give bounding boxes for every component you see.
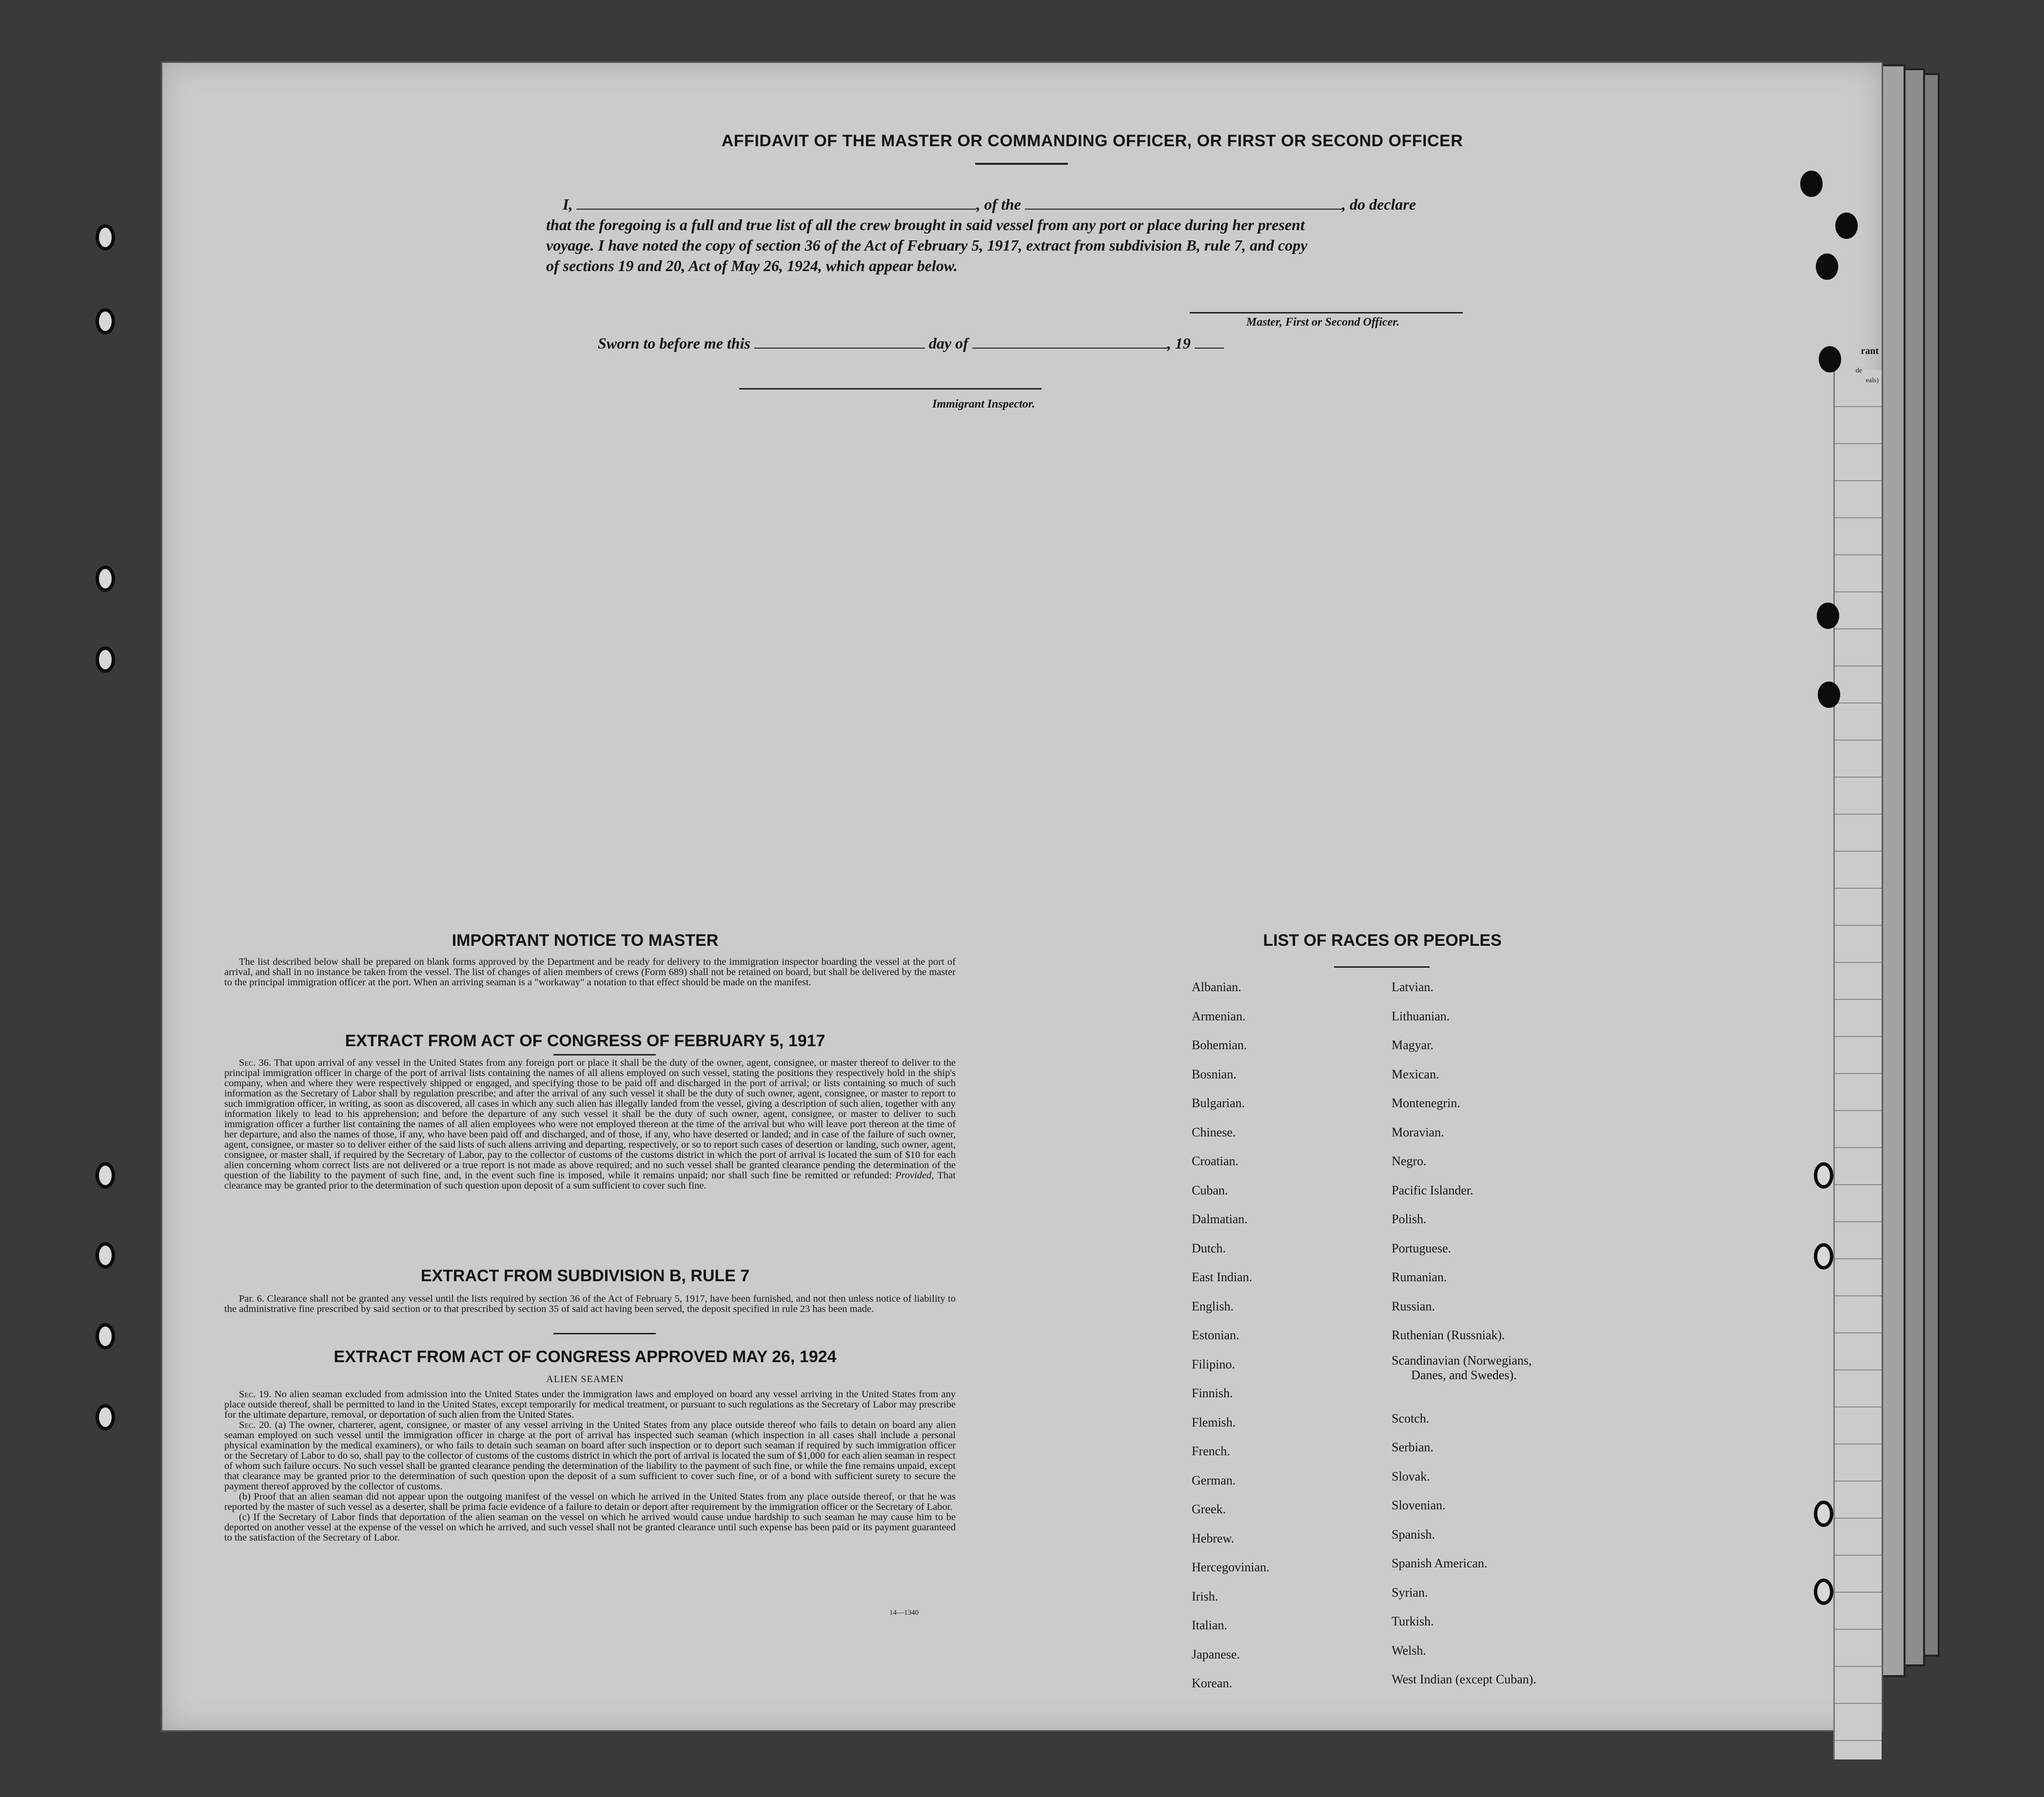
binder-hole xyxy=(1814,1162,1833,1189)
binder-hole xyxy=(1800,171,1823,197)
binder-hole xyxy=(1814,1243,1833,1270)
rule-7-rule xyxy=(553,1333,656,1334)
race-item: Serbian. xyxy=(1392,1440,1434,1454)
race-item: Greek. xyxy=(1192,1502,1226,1516)
extract-1924-body xyxy=(224,1389,956,1543)
sec-36-label: Sec. 36. xyxy=(239,1057,272,1068)
race-item: Bulgarian. xyxy=(1192,1096,1245,1110)
race-item: Dutch. xyxy=(1192,1241,1226,1255)
binder-hole xyxy=(1835,213,1858,239)
margin-text-3: eals) xyxy=(1866,377,1879,384)
binder-hole xyxy=(96,308,115,334)
race-item: Scotch. xyxy=(1392,1411,1430,1426)
race-item: Irish. xyxy=(1192,1589,1219,1603)
sec-19-paragraph xyxy=(224,1389,956,1420)
race-item: Spanish American. xyxy=(1392,1556,1488,1570)
race-item: Negro. xyxy=(1392,1154,1427,1168)
binder-hole xyxy=(1818,682,1840,708)
race-item: Japanese. xyxy=(1192,1647,1240,1661)
race-item: Scandinavian (Norwegians, Danes, and Swedes). xyxy=(1392,1353,1536,1411)
affidavit-title-rule xyxy=(975,163,1068,165)
sec-19-text: No alien seaman excluded from admission into the United States under the immigration laws and employed on board any vessel arriving in the United States from any place outside thereof, shall be permitted to land in the United States, except temporarily for medical treatment, or pursuant to such regulations as the Secretary of Labor may prescribe for the ultimate departure, removal, or deportation of such alien from the United States. xyxy=(224,1389,956,1420)
race-item: Russian. xyxy=(1392,1299,1435,1313)
race-item: Chinese. xyxy=(1192,1125,1236,1139)
sec-20b-paragraph: (b) Proof that an alien seaman did not appear upon the outgoing manifest of the vessel on which he arrived in the United States from any place outside thereof, or that he was reported by the master of such vessel as a deserter, shall be prima facie evidence of a failure to detain or deport after requirement by the immigration officer or the Secretary of Labor. xyxy=(224,1491,956,1512)
race-item: Portuguese. xyxy=(1392,1241,1452,1255)
binder-hole xyxy=(96,646,115,673)
sec-20c-paragraph: (c) If the Secretary of Labor finds that deportation of the alien seaman on the vessel on which he arrived would cause undue hardship to such seaman he may cause him to be deported on another vessel at the expense of the vessel on which he arrived, and such vessel shall not be granted clearance until such expense has been paid or its payment guaranteed to the satisfaction of the Secretary of Labor. xyxy=(224,1512,956,1543)
underlying-ledger-grid xyxy=(1833,370,1882,1759)
rule-7-paragraph: Par. 6. Clearance shall not be granted any vessel until the lists required by section 36 of the Act of February 5, 1917, have been furnished, and not then unless notice of liability to the administrative fine prescribed by said section or to that prescribed by section 35 of said act having been served, the deposit specified in rule 23 has been made. xyxy=(224,1293,956,1314)
master-signature-line[interactable] xyxy=(1190,312,1463,313)
declaration-of-the: , of the xyxy=(976,195,1021,213)
proviso-text: That clearance may be granted prior to the determination of such question upon deposit of a sum sufficient to cover such fine. xyxy=(224,1170,956,1191)
race-item: Rumanian. xyxy=(1392,1270,1447,1284)
declaration-i: I, xyxy=(563,195,573,213)
binder-hole xyxy=(1816,254,1838,280)
race-item: Montenegrin. xyxy=(1392,1096,1460,1110)
declaration-line-4: of sections 19 and 20, Act of May 26, 1924, which appear below. xyxy=(546,257,958,274)
race-item: Dalmatian. xyxy=(1192,1212,1248,1226)
master-signature-caption: Master, First or Second Officer. xyxy=(1246,316,1400,329)
race-item: Syrian. xyxy=(1392,1585,1428,1600)
race-item: Estonian. xyxy=(1192,1328,1239,1342)
notice-paragraph: The list described below shall be prepared on blank forms approved by the Department and be ready for delivery to the immigration inspector boarding the vessel at the port of arrival, and shall in no instance be taken from the vessel. The list of changes of alien members of crews (Form 689) shall not be retained on board, but shall be delivered by the master to the principal immigration officer at the port. When an arriving seaman is a "workaway" a notation to that effect should be made on the manifest. xyxy=(224,957,956,988)
sec-19-label: Sec. 19. xyxy=(239,1389,272,1400)
binder-hole xyxy=(1819,346,1841,372)
affidavit-declaration xyxy=(546,194,1541,276)
race-item: Magyar. xyxy=(1392,1038,1434,1052)
notice-title: IMPORTANT NOTICE TO MASTER xyxy=(452,931,719,950)
form-number: 14—1340 xyxy=(889,1609,919,1617)
sec-36-text: That upon arrival of any vessel in the United States from any foreign port or place it shall be the duty of the owner, agent, consignee, or master thereof to deliver to the principal immigration officer in charge of the port of arrival lists containing the names of all aliens employed on such vessel, stating the positions they respectively hold in the ship's company, when and where they were respectively shipped or engaged, and specifying those to be paid off and discharged in the port of arrival; or lists containing so much of such information as the Secretary of Labor shall by regulation prescribe; and after the arrival of any such vessel it shall be the duty of such owner, agent, consignee, or master to report to such immigration officer, in writing, as soon as discovered, all cases in which any such alien has illegally landed from the vessel, giving a description of such alien, together with any information likely to lead to his apprehension; and before the departure of any such vessel it shall be the duty of such owner, agent, consignee, or master to deliver to such immigration officer a further list containing the names of all alien employees who were not employed thereon at the time of the arrival but who will leave port thereon at the time of her departure, and also the names of those, if any, who have been paid off and discharged, and of those, if any, who have deserted or landed; and in case of the failure of such owner, agent, consignee, or master so to deliver either of the said lists of such aliens arriving and departing, respectively, or so to report such cases of desertion or landing, such owner, agent, consignee, or master shall, if required by the Secretary of Labor, pay to the collector of customs of the customs district in which the port of arrival is located the sum of $10 for each alien concerning whom correct lists are not delivered or a true report is not made as above required; and no such vessel shall be granted clearance pending the determination of the question of the liability to the payment of such fine, and, in the event such fine is imposed, while it remains unpaid; nor shall such fine be remitted or refunded: xyxy=(224,1057,956,1181)
race-item: Armenian. xyxy=(1192,1009,1246,1023)
races-title-rule xyxy=(1334,966,1430,968)
declaration-do-declare: , do declare xyxy=(1342,195,1416,213)
officer-name-blank[interactable] xyxy=(576,196,976,210)
race-item: Bosnian. xyxy=(1192,1067,1237,1081)
binder-hole xyxy=(96,1242,115,1269)
proviso-label: Provided, xyxy=(895,1170,934,1181)
sworn-prefix: Sworn to before me this xyxy=(598,334,750,352)
binder-hole xyxy=(96,1323,115,1349)
binder-hole xyxy=(96,566,115,592)
race-item: Spanish. xyxy=(1392,1527,1435,1542)
binder-hole xyxy=(96,1404,115,1430)
race-item: Turkish. xyxy=(1392,1614,1434,1628)
extract-1917-rule xyxy=(553,1054,656,1055)
race-item: Filipino. xyxy=(1192,1357,1235,1371)
declaration-line-3: voyage. I have noted the copy of section 36 of the Act of February 5, 1917, extract from subdivision B, rule 7, and copy xyxy=(546,236,1308,254)
races-left-column xyxy=(1192,980,1270,1705)
race-item: Ruthenian (Russniak). xyxy=(1392,1328,1505,1342)
race-item-continuation: Danes, and Swedes). xyxy=(1411,1367,1517,1382)
race-item: Moravian. xyxy=(1392,1125,1444,1139)
sworn-day-of: day of xyxy=(928,334,968,352)
races-title: LIST OF RACES OR PEOPLES xyxy=(1263,931,1502,950)
race-item: Croatian. xyxy=(1192,1154,1239,1168)
sec-20a-paragraph xyxy=(224,1420,956,1492)
race-item: French. xyxy=(1192,1444,1230,1458)
sworn-line xyxy=(598,334,1224,352)
race-item: German. xyxy=(1192,1473,1236,1487)
rule-7-title: EXTRACT FROM SUBDIVISION B, RULE 7 xyxy=(420,1267,750,1285)
binder-hole xyxy=(1817,603,1839,629)
race-item: Flemish. xyxy=(1192,1415,1236,1429)
race-item: East Indian. xyxy=(1192,1270,1253,1284)
extract-1917-body xyxy=(224,1058,956,1191)
race-item: Hebrew. xyxy=(1192,1531,1235,1545)
race-item: Finnish. xyxy=(1192,1386,1233,1400)
race-item: Polish. xyxy=(1392,1212,1427,1226)
race-item: Hercegovinian. xyxy=(1192,1560,1270,1574)
sworn-month-blank[interactable] xyxy=(972,335,1167,349)
alien-seamen-subtitle: ALIEN SEAMEN xyxy=(546,1374,624,1385)
races-right-column xyxy=(1392,980,1536,1701)
race-item: English. xyxy=(1192,1299,1234,1313)
race-item: Latvian. xyxy=(1392,980,1434,994)
race-item: Albanian. xyxy=(1192,980,1241,994)
binder-hole xyxy=(96,224,115,251)
sec-20a-text: (a) The owner, charterer, agent, consignee, or master of any vessel arriving in the United States from any place outside thereof who fails to detain on board any alien seaman employed on such vessel until the immigration officer in charge at the port of arrival has inspected such seaman (which inspection in all cases shall include a personal physical examination by the medical examiners), or who fails to detain such seaman on board after such inspection or to deport such seaman if required by such immigration officer or the Secretary of Labor to do so, shall pay to the collector of customs of the customs district in which the port of arrival is located the sum of $1,000 for each alien seaman in respect of whom such failure occurs. No such vessel shall be granted clearance pending the determination of the liability to the payment of such fine, or while the fine remains unpaid, except that clearance may be granted prior to the determination of such question upon the deposit of a sum sufficient to cover such fine, or of a bond with sufficient surety to secure the payment thereof approved by the collector of customs. xyxy=(224,1420,956,1492)
race-item: Mexican. xyxy=(1392,1067,1439,1081)
sec-20-label: Sec. 20. xyxy=(239,1420,272,1430)
declaration-line-2: that the foregoing is a full and true list of all the crew brought in said vessel from any port or place during her present xyxy=(546,216,1305,234)
binder-hole xyxy=(96,1162,115,1189)
declaration-line-1 xyxy=(546,194,1541,215)
margin-text-2: de xyxy=(1855,367,1862,374)
race-item: Slovenian. xyxy=(1392,1498,1446,1512)
vessel-name-blank[interactable] xyxy=(1025,196,1342,210)
race-item: Italian. xyxy=(1192,1618,1227,1632)
race-item: Lithuanian. xyxy=(1392,1009,1450,1023)
inspector-signature-caption: Immigrant Inspector. xyxy=(932,398,1035,410)
extract-1917-title: EXTRACT FROM ACT OF CONGRESS OF FEBRUARY 5, 1917 xyxy=(345,1032,825,1050)
rule-7-body xyxy=(224,1294,956,1314)
affidavit-title: AFFIDAVIT OF THE MASTER OR COMMANDING OFFICER, OR FIRST OR SECOND OFFICER xyxy=(721,132,1463,150)
margin-text-1: rant xyxy=(1861,346,1879,356)
race-item: West Indian (except Cuban). xyxy=(1392,1672,1536,1686)
sec-36-paragraph xyxy=(224,1058,956,1191)
race-item: Bohemian. xyxy=(1192,1038,1247,1052)
sworn-day-blank[interactable] xyxy=(754,335,925,349)
race-item: Slovak. xyxy=(1392,1469,1430,1484)
inspector-signature-line[interactable] xyxy=(739,388,1042,390)
race-item: Korean. xyxy=(1192,1676,1233,1690)
sworn-year: , 19 xyxy=(1167,334,1191,352)
binder-hole xyxy=(1814,1579,1833,1605)
race-item: Welsh. xyxy=(1392,1643,1426,1658)
race-item: Pacific Islander. xyxy=(1392,1183,1474,1197)
extract-1924-title: EXTRACT FROM ACT OF CONGRESS APPROVED MAY 26, 1924 xyxy=(334,1348,837,1366)
binder-hole xyxy=(1814,1501,1833,1527)
sworn-year-blank[interactable] xyxy=(1195,335,1224,349)
notice-body xyxy=(224,957,956,988)
race-item: Cuban. xyxy=(1192,1183,1228,1197)
